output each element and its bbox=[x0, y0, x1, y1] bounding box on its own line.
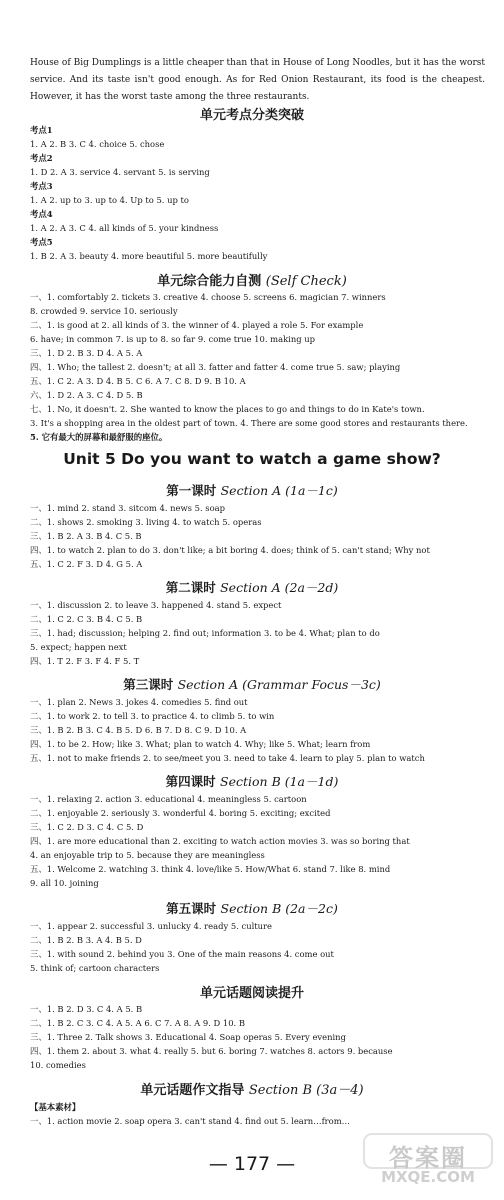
lesson1-line: 四、1. to watch 2. plan to do 3. don't like; a bit boring 4. does; think of 5. can't stand; Why not bbox=[30, 545, 430, 555]
lesson2-line: 二、1. C 2. C 3. B 4. C 5. B bbox=[30, 614, 143, 624]
lesson1-line: 五、1. C 2. F 3. D 4. G 5. A bbox=[30, 559, 143, 569]
watermark-logo bbox=[358, 1128, 498, 1190]
lesson5-heading bbox=[0, 899, 504, 917]
self-check-line: 三、1. D 2. B 3. D 4. A 5. A bbox=[30, 348, 143, 358]
lesson5-section: Section B (2a－2c) bbox=[220, 901, 338, 916]
lesson4-section: Section B (1a－1d) bbox=[220, 774, 339, 789]
writing-heading bbox=[0, 1079, 504, 1098]
kaodian-answers: 1. D 2. A 3. service 4. servant 5. is serving bbox=[30, 167, 210, 177]
reading-line: 二、1. B 2. C 3. C 4. A 5. A 6. C 7. A 8. A 9. D 10. B bbox=[30, 1018, 246, 1028]
reading-line: 三、1. Three 2. Talk shows 3. Educational 4. Soap operas 5. Every evening bbox=[30, 1032, 346, 1042]
kaodian-answers: 1. A 2. A 3. C 4. all kinds of 5. your kindness bbox=[30, 223, 219, 233]
self-check-line: 六、1. D 2. A 3. C 4. D 5. B bbox=[30, 390, 143, 400]
self-check-line: 3. It's a shopping area in the oldest part of town. 4. There are some good stores and restaurants there. bbox=[30, 418, 468, 428]
self-check-title: 单元综合能力自测 bbox=[157, 274, 262, 289]
lesson3-line: 三、1. B 2. B 3. C 4. B 5. D 6. B 7. D 8. C 9. D 10. A bbox=[30, 725, 247, 735]
lesson2-line: 三、1. had; discussion; helping 2. find out; information 3. to be 4. What; plan to do bbox=[30, 628, 380, 638]
lesson2-line: 5. expect; happen next bbox=[30, 642, 127, 652]
reading-line: 10. comedies bbox=[30, 1060, 86, 1070]
lesson1-title: 第一课时 bbox=[166, 483, 217, 498]
reading-line: 四、1. them 2. about 3. what 4. really 5. but 6. boring 7. watches 8. actors 9. because bbox=[30, 1046, 393, 1056]
self-check-line: 五、1. C 2. A 3. D 4. B 5. C 6. A 7. C 8. D 9. B 10. A bbox=[30, 376, 246, 386]
writing-title: 单元话题作文指导 bbox=[140, 1083, 245, 1098]
lesson3-heading bbox=[0, 675, 504, 693]
kaodian-label: 考点1 bbox=[30, 125, 53, 135]
kaodian-label: 考点4 bbox=[30, 209, 53, 219]
lesson4-line: 9. all 10. joining bbox=[30, 878, 99, 888]
lesson4-line: 4. an enjoyable trip to 5. because they are meaningless bbox=[30, 850, 265, 860]
writing-line: 一、1. action movie 2. soap opera 3. can't stand 4. find out 5. learn…from… bbox=[30, 1116, 351, 1126]
lesson3-line: 五、1. not to make friends 2. to see/meet you 3. need to take 4. learn to play 5. plan to watch bbox=[30, 753, 425, 763]
intro-paragraph: House of Big Dumplings is a little cheaper than that in House of Long Noodles, but it has the worst service. And its taste isn't good enough. As for Red Onion Restaurant, its food is the cheapest. However, it has the worst taste among the three restaurants. bbox=[30, 58, 485, 102]
lesson5-line: 三、1. with sound 2. behind you 3. One of the main reasons 4. come out bbox=[30, 949, 334, 959]
self-check-line: 七、1. No, it doesn't. 2. She wanted to know the places to go and things to do in Kate's town. bbox=[30, 404, 425, 414]
lesson3-line: 二、1. to work 2. to tell 3. to practice 4. to climb 5. to win bbox=[30, 711, 275, 721]
self-check-heading bbox=[0, 270, 504, 289]
lesson4-title: 第四课时 bbox=[165, 774, 216, 789]
lesson2-line: 一、1. discussion 2. to leave 3. happened 4. stand 5. expect bbox=[30, 600, 282, 610]
lesson3-section: Section A (Grammar Focus－3c) bbox=[177, 677, 381, 692]
self-check-line: 5. 它有最大的屏幕和最舒服的座位。 bbox=[30, 432, 168, 442]
lesson5-line: 一、1. appear 2. successful 3. unlucky 4. ready 5. culture bbox=[30, 921, 273, 931]
writing-section: Section B (3a－4) bbox=[248, 1083, 364, 1098]
kaodian-answers: 1. B 2. A 3. beauty 4. more beautiful 5. more beautifully bbox=[30, 251, 268, 261]
watermark-text: 答案圈 bbox=[389, 1144, 467, 1172]
kaodian-label: 考点3 bbox=[30, 181, 53, 191]
page-number: — 177 — bbox=[208, 1153, 296, 1175]
kaodian-label: 考点5 bbox=[30, 237, 53, 247]
watermark-url: MXQE.COM bbox=[381, 1168, 475, 1186]
lesson1-line: 一、1. mind 2. stand 3. sitcom 4. news 5. soap bbox=[30, 503, 225, 513]
reading-line: 一、1. B 2. D 3. C 4. A 5. B bbox=[30, 1004, 143, 1014]
lesson4-line: 一、1. relaxing 2. action 3. educational 4. meaningless 5. cartoon bbox=[30, 794, 307, 804]
lesson5-line: 二、1. B 2. B 3. A 4. B 5. D bbox=[30, 935, 142, 945]
lesson2-section: Section A (2a－2d) bbox=[220, 580, 339, 595]
self-check-line: 6. have; in common 7. is up to 8. so far 9. come true 10. making up bbox=[30, 334, 316, 344]
lesson4-line: 二、1. enjoyable 2. seriously 3. wonderful 4. boring 5. exciting; excited bbox=[30, 808, 331, 818]
self-check-line: 四、1. Who; the tallest 2. doesn't; at all 3. fatter and fatter 4. come true 5. saw; playing bbox=[30, 362, 401, 372]
self-check-line: 二、1. is good at 2. all kinds of 3. the winner of 4. played a role 5. For example bbox=[30, 320, 364, 330]
lesson2-heading bbox=[0, 578, 504, 596]
reading-title: 单元话题阅读提升 bbox=[199, 986, 304, 1001]
lesson1-line: 三、1. B 2. A 3. B 4. C 5. B bbox=[30, 531, 142, 541]
unit5-title: Unit 5 Do you want to watch a game show? bbox=[63, 450, 441, 468]
self-check-subtitle: (Self Check) bbox=[265, 274, 347, 289]
lesson1-heading bbox=[0, 481, 504, 499]
lesson1-line: 二、1. shows 2. smoking 3. living 4. to watch 5. operas bbox=[30, 517, 262, 527]
kaodian-label: 考点2 bbox=[30, 153, 53, 163]
lesson2-line: 四、1. T 2. F 3. F 4. F 5. T bbox=[30, 656, 140, 666]
lesson3-line: 一、1. plan 2. News 3. jokes 4. comedies 5. find out bbox=[30, 697, 248, 707]
lesson4-heading bbox=[0, 772, 504, 790]
kaodian-answers: 1. A 2. up to 3. up to 4. Up to 5. up to bbox=[30, 195, 189, 205]
self-check-line: 8. crowded 9. service 10. seriously bbox=[30, 306, 178, 316]
lesson2-title: 第二课时 bbox=[165, 580, 216, 595]
lesson3-line: 四、1. to be 2. How; like 3. What; plan to watch 4. Why; like 5. What; learn from bbox=[30, 739, 371, 749]
lesson4-line: 四、1. are more educational than 2. exciting to watch action movies 3. was so boring that bbox=[30, 836, 410, 846]
kaodian-answers: 1. A 2. B 3. C 4. choice 5. chose bbox=[30, 139, 165, 149]
lesson3-title: 第三课时 bbox=[123, 677, 174, 692]
lesson1-section: Section A (1a－1c) bbox=[220, 483, 338, 498]
lesson4-line: 五、1. Welcome 2. watching 3. think 4. love/like 5. How/What 6. stand 7. like 8. mind bbox=[30, 864, 391, 874]
lesson4-line: 三、1. C 2. D 3. C 4. C 5. D bbox=[30, 822, 144, 832]
lesson5-line: 5. think of; cartoon characters bbox=[30, 963, 160, 973]
self-check-line: 一、1. comfortably 2. tickets 3. creative 4. choose 5. screens 6. magician 7. winners bbox=[30, 292, 386, 302]
basic-material-label: 【基本素材】 bbox=[30, 1102, 81, 1112]
lesson5-title: 第五课时 bbox=[166, 901, 217, 916]
unit-review-title: 单元考点分类突破 bbox=[199, 108, 304, 123]
